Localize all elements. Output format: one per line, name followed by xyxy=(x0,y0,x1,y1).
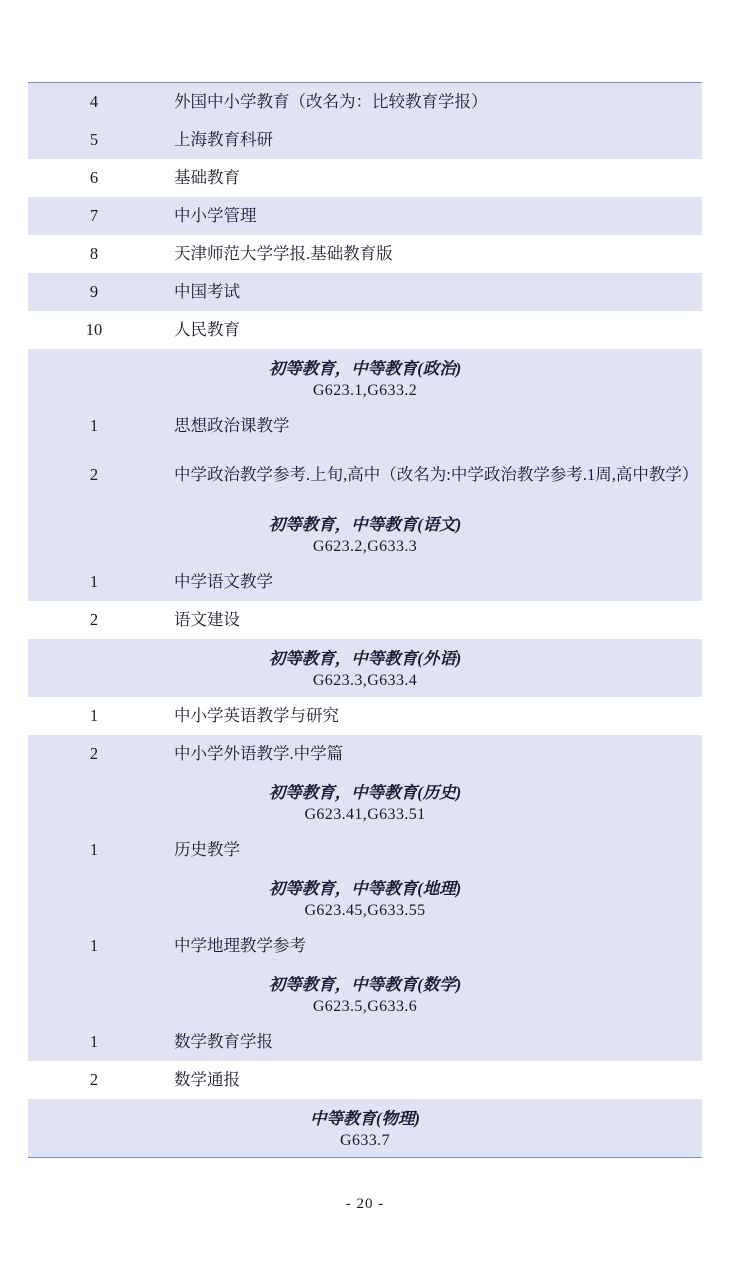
category-code: G623.2,G633.3 xyxy=(28,538,702,563)
row-index: 1 xyxy=(28,407,160,445)
row-index: 2 xyxy=(28,601,160,639)
table-row xyxy=(28,445,702,505)
category-header-row xyxy=(28,639,702,672)
table-row xyxy=(28,697,702,735)
row-index: 2 xyxy=(28,735,160,773)
category-code-row xyxy=(28,998,702,1023)
table-row xyxy=(28,831,702,869)
table-row xyxy=(28,159,702,197)
category-code: G623.41,G633.51 xyxy=(28,806,702,831)
journal-title: 中学地理教学参考 xyxy=(160,927,702,965)
journal-title: 中小学英语教学与研究 xyxy=(160,697,702,735)
row-index: 1 xyxy=(28,563,160,601)
journal-title: 天津师范大学学报.基础教育版 xyxy=(160,235,702,273)
row-index: 6 xyxy=(28,159,160,197)
category-code-row xyxy=(28,902,702,927)
journal-title: 语文建设 xyxy=(160,601,702,639)
row-index: 1 xyxy=(28,1023,160,1061)
journal-title: 数学通报 xyxy=(160,1061,702,1099)
row-index: 1 xyxy=(28,831,160,869)
category-title: 初等教育，中等教育(政治) xyxy=(28,349,702,382)
category-code: G623.1,G633.2 xyxy=(28,382,702,407)
journal-title: 历史教学 xyxy=(160,831,702,869)
category-code-row xyxy=(28,672,702,697)
journal-list-table xyxy=(28,82,702,1158)
journal-title: 中小学管理 xyxy=(160,197,702,235)
category-header-row xyxy=(28,505,702,538)
table-row xyxy=(28,563,702,601)
row-index: 9 xyxy=(28,273,160,311)
category-header-row xyxy=(28,773,702,806)
row-index: 1 xyxy=(28,927,160,965)
table-row xyxy=(28,273,702,311)
table-row xyxy=(28,83,702,122)
page-number: - 20 - xyxy=(345,1196,385,1212)
category-code-row xyxy=(28,382,702,407)
category-title: 中等教育(物理) xyxy=(28,1099,702,1132)
category-code: G633.7 xyxy=(28,1132,702,1158)
journal-title: 外国中小学教育（改名为：比较教育学报） xyxy=(160,83,702,122)
category-title: 初等教育，中等教育(历史) xyxy=(28,773,702,806)
row-index: 4 xyxy=(28,83,160,122)
category-code-row xyxy=(28,1132,702,1158)
row-index: 1 xyxy=(28,697,160,735)
journal-title: 上海教育科研 xyxy=(160,121,702,159)
category-code-row xyxy=(28,538,702,563)
category-header-row xyxy=(28,869,702,902)
row-index: 2 xyxy=(28,445,160,505)
journal-title: 人民教育 xyxy=(160,311,702,349)
category-title: 初等教育，中等教育(数学) xyxy=(28,965,702,998)
category-header-row xyxy=(28,965,702,998)
category-code: G623.45,G633.55 xyxy=(28,902,702,927)
table-row xyxy=(28,735,702,773)
row-index: 7 xyxy=(28,197,160,235)
row-index: 8 xyxy=(28,235,160,273)
table-row xyxy=(28,235,702,273)
journal-table-body xyxy=(28,83,702,1158)
category-title: 初等教育，中等教育(语文) xyxy=(28,505,702,538)
category-code: G623.5,G633.6 xyxy=(28,998,702,1023)
journal-title: 数学教育学报 xyxy=(160,1023,702,1061)
journal-title: 中学语文教学 xyxy=(160,563,702,601)
row-index: 2 xyxy=(28,1061,160,1099)
table-row xyxy=(28,1023,702,1061)
journal-title: 基础教育 xyxy=(160,159,702,197)
journal-title: 中国考试 xyxy=(160,273,702,311)
table-row xyxy=(28,197,702,235)
table-row xyxy=(28,407,702,445)
table-row xyxy=(28,311,702,349)
table-row xyxy=(28,601,702,639)
category-title: 初等教育，中等教育(外语) xyxy=(28,639,702,672)
journal-title: 思想政治课教学 xyxy=(160,407,702,445)
category-title: 初等教育，中等教育(地理) xyxy=(28,869,702,902)
table-row xyxy=(28,1061,702,1099)
table-row xyxy=(28,121,702,159)
category-header-row xyxy=(28,349,702,382)
row-index: 5 xyxy=(28,121,160,159)
category-code-row xyxy=(28,806,702,831)
category-header-row xyxy=(28,1099,702,1132)
category-code: G623.3,G633.4 xyxy=(28,672,702,697)
table-row xyxy=(28,927,702,965)
row-index: 10 xyxy=(28,311,160,349)
journal-title: 中学政治教学参考.上旬,高中（改名为:中学政治教学参考.1周,高中教学） xyxy=(160,445,702,505)
journal-title: 中小学外语教学.中学篇 xyxy=(160,735,702,773)
